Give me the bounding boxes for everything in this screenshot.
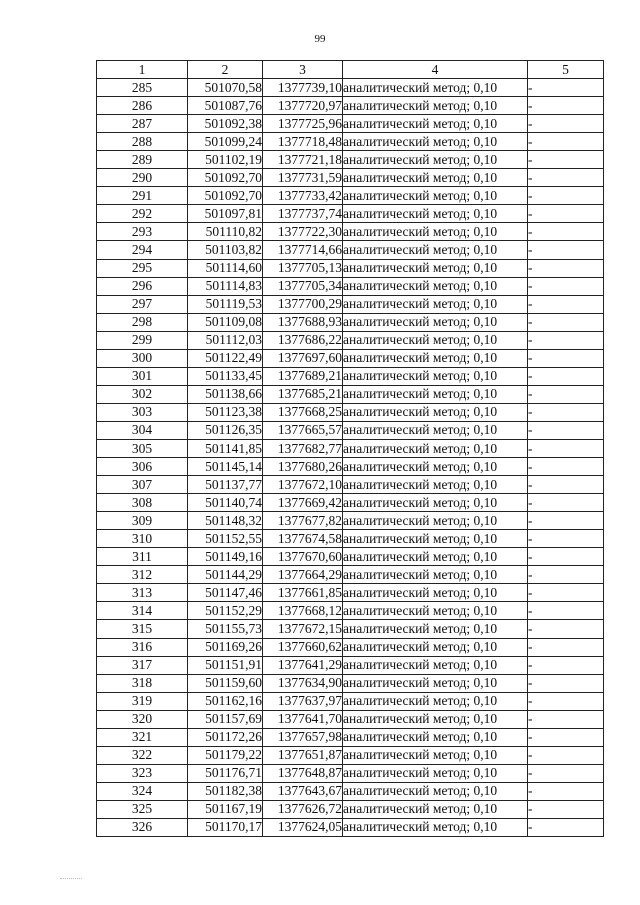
- y-coordinate-cell: 1377722,30: [263, 223, 343, 241]
- table-body: [97, 79, 604, 837]
- note-cell: -: [528, 656, 604, 674]
- table-row: [97, 656, 604, 674]
- table-row: [97, 277, 604, 295]
- note-cell: -: [528, 385, 604, 403]
- table-row: [97, 800, 604, 818]
- note-cell: -: [528, 79, 604, 97]
- y-coordinate-cell: 1377651,87: [263, 746, 343, 764]
- method-cell: аналитический метод; 0,10: [343, 97, 528, 115]
- x-coordinate-cell: 501170,17: [188, 818, 263, 836]
- note-cell: -: [528, 223, 604, 241]
- method-cell: аналитический метод; 0,10: [343, 530, 528, 548]
- method-cell: аналитический метод; 0,10: [343, 458, 528, 476]
- table-row: [97, 403, 604, 421]
- method-cell: аналитический метод; 0,10: [343, 746, 528, 764]
- method-cell: аналитический метод; 0,10: [343, 331, 528, 349]
- note-cell: -: [528, 133, 604, 151]
- method-cell: аналитический метод; 0,10: [343, 439, 528, 457]
- point-number-cell: 326: [97, 818, 188, 836]
- x-coordinate-cell: 501087,76: [188, 97, 263, 115]
- note-cell: -: [528, 476, 604, 494]
- y-coordinate-cell: 1377697,60: [263, 349, 343, 367]
- y-coordinate-cell: 1377725,96: [263, 115, 343, 133]
- method-cell: аналитический метод; 0,10: [343, 674, 528, 692]
- note-cell: -: [528, 349, 604, 367]
- x-coordinate-cell: 501103,82: [188, 241, 263, 259]
- method-cell: аналитический метод; 0,10: [343, 656, 528, 674]
- x-coordinate-cell: 501119,53: [188, 295, 263, 313]
- note-cell: -: [528, 331, 604, 349]
- method-cell: аналитический метод; 0,10: [343, 403, 528, 421]
- point-number-cell: 310: [97, 530, 188, 548]
- y-coordinate-cell: 1377648,87: [263, 764, 343, 782]
- table-row: [97, 566, 604, 584]
- note-cell: -: [528, 548, 604, 566]
- x-coordinate-cell: 501140,74: [188, 494, 263, 512]
- point-number-cell: 300: [97, 349, 188, 367]
- table-row: [97, 133, 604, 151]
- note-cell: -: [528, 313, 604, 331]
- point-number-cell: 298: [97, 313, 188, 331]
- point-number-cell: 304: [97, 421, 188, 439]
- x-coordinate-cell: 501152,29: [188, 602, 263, 620]
- table-header-row: [97, 61, 604, 79]
- y-coordinate-cell: 1377739,10: [263, 79, 343, 97]
- y-coordinate-cell: 1377657,98: [263, 728, 343, 746]
- method-cell: аналитический метод; 0,10: [343, 367, 528, 385]
- x-coordinate-cell: 501176,71: [188, 764, 263, 782]
- method-cell: аналитический метод; 0,10: [343, 115, 528, 133]
- x-coordinate-cell: 501172,26: [188, 728, 263, 746]
- note-cell: -: [528, 584, 604, 602]
- table-row: [97, 728, 604, 746]
- point-number-cell: 289: [97, 151, 188, 169]
- note-cell: -: [528, 566, 604, 584]
- point-number-cell: 317: [97, 656, 188, 674]
- table-row: [97, 313, 604, 331]
- point-number-cell: 302: [97, 385, 188, 403]
- point-number-cell: 296: [97, 277, 188, 295]
- x-coordinate-cell: 501149,16: [188, 548, 263, 566]
- table-row: [97, 97, 604, 115]
- note-cell: -: [528, 169, 604, 187]
- x-coordinate-cell: 501092,38: [188, 115, 263, 133]
- method-cell: аналитический метод; 0,10: [343, 710, 528, 728]
- method-cell: аналитический метод; 0,10: [343, 584, 528, 602]
- point-number-cell: 315: [97, 620, 188, 638]
- y-coordinate-cell: 1377674,58: [263, 530, 343, 548]
- table-row: [97, 295, 604, 313]
- table-row: [97, 187, 604, 205]
- point-number-cell: 325: [97, 800, 188, 818]
- table-row: [97, 674, 604, 692]
- note-cell: -: [528, 710, 604, 728]
- table-row: [97, 151, 604, 169]
- x-coordinate-cell: 501097,81: [188, 205, 263, 223]
- y-coordinate-cell: 1377643,67: [263, 782, 343, 800]
- table-row: [97, 602, 604, 620]
- table-row: [97, 692, 604, 710]
- note-cell: -: [528, 818, 604, 836]
- page-number: 99: [314, 33, 326, 45]
- point-number-cell: 286: [97, 97, 188, 115]
- table-row: [97, 476, 604, 494]
- point-number-cell: 293: [97, 223, 188, 241]
- method-cell: аналитический метод; 0,10: [343, 728, 528, 746]
- x-coordinate-cell: 501157,69: [188, 710, 263, 728]
- y-coordinate-cell: 1377634,90: [263, 674, 343, 692]
- x-coordinate-cell: 501110,82: [188, 223, 263, 241]
- note-cell: -: [528, 764, 604, 782]
- note-cell: -: [528, 620, 604, 638]
- note-cell: -: [528, 728, 604, 746]
- table-row: [97, 367, 604, 385]
- x-coordinate-cell: 501070,58: [188, 79, 263, 97]
- method-cell: аналитический метод; 0,10: [343, 548, 528, 566]
- y-coordinate-cell: 1377637,97: [263, 692, 343, 710]
- method-cell: аналитический метод; 0,10: [343, 277, 528, 295]
- x-coordinate-cell: 501152,55: [188, 530, 263, 548]
- x-coordinate-cell: 501092,70: [188, 187, 263, 205]
- method-cell: аналитический метод; 0,10: [343, 205, 528, 223]
- x-coordinate-cell: 501141,85: [188, 439, 263, 457]
- x-coordinate-cell: 501151,91: [188, 656, 263, 674]
- y-coordinate-cell: 1377665,57: [263, 421, 343, 439]
- method-cell: аналитический метод; 0,10: [343, 421, 528, 439]
- x-coordinate-cell: 501144,29: [188, 566, 263, 584]
- y-coordinate-cell: 1377660,62: [263, 638, 343, 656]
- header-cell-2: 2: [188, 61, 263, 79]
- point-number-cell: 303: [97, 403, 188, 421]
- note-cell: -: [528, 800, 604, 818]
- x-coordinate-cell: 501182,38: [188, 782, 263, 800]
- coordinates-table: [96, 60, 604, 837]
- x-coordinate-cell: 501126,35: [188, 421, 263, 439]
- table-row: [97, 259, 604, 277]
- x-coordinate-cell: 501099,24: [188, 133, 263, 151]
- method-cell: аналитический метод; 0,10: [343, 223, 528, 241]
- point-number-cell: 287: [97, 115, 188, 133]
- note-cell: -: [528, 205, 604, 223]
- x-coordinate-cell: 501122,49: [188, 349, 263, 367]
- note-cell: -: [528, 277, 604, 295]
- method-cell: аналитический метод; 0,10: [343, 133, 528, 151]
- y-coordinate-cell: 1377624,05: [263, 818, 343, 836]
- y-coordinate-cell: 1377669,42: [263, 494, 343, 512]
- table-header: [97, 61, 604, 79]
- method-cell: аналитический метод; 0,10: [343, 313, 528, 331]
- note-cell: -: [528, 241, 604, 259]
- scan-artifact-mark: [60, 878, 82, 879]
- x-coordinate-cell: 501179,22: [188, 746, 263, 764]
- y-coordinate-cell: 1377718,48: [263, 133, 343, 151]
- method-cell: аналитический метод; 0,10: [343, 476, 528, 494]
- method-cell: аналитический метод; 0,10: [343, 241, 528, 259]
- point-number-cell: 323: [97, 764, 188, 782]
- table-row: [97, 782, 604, 800]
- point-number-cell: 292: [97, 205, 188, 223]
- note-cell: -: [528, 151, 604, 169]
- y-coordinate-cell: 1377731,59: [263, 169, 343, 187]
- table-row: [97, 764, 604, 782]
- note-cell: -: [528, 439, 604, 457]
- point-number-cell: 309: [97, 512, 188, 530]
- table-row: [97, 79, 604, 97]
- y-coordinate-cell: 1377682,77: [263, 439, 343, 457]
- y-coordinate-cell: 1377641,29: [263, 656, 343, 674]
- table-row: [97, 620, 604, 638]
- y-coordinate-cell: 1377641,70: [263, 710, 343, 728]
- x-coordinate-cell: 501145,14: [188, 458, 263, 476]
- note-cell: -: [528, 674, 604, 692]
- method-cell: аналитический метод; 0,10: [343, 295, 528, 313]
- point-number-cell: 299: [97, 331, 188, 349]
- point-number-cell: 320: [97, 710, 188, 728]
- method-cell: аналитический метод; 0,10: [343, 692, 528, 710]
- y-coordinate-cell: 1377721,18: [263, 151, 343, 169]
- y-coordinate-cell: 1377685,21: [263, 385, 343, 403]
- y-coordinate-cell: 1377737,74: [263, 205, 343, 223]
- note-cell: -: [528, 782, 604, 800]
- y-coordinate-cell: 1377686,22: [263, 331, 343, 349]
- point-number-cell: 322: [97, 746, 188, 764]
- table-row: [97, 169, 604, 187]
- y-coordinate-cell: 1377661,85: [263, 584, 343, 602]
- y-coordinate-cell: 1377705,34: [263, 277, 343, 295]
- note-cell: -: [528, 115, 604, 133]
- method-cell: аналитический метод; 0,10: [343, 349, 528, 367]
- y-coordinate-cell: 1377733,42: [263, 187, 343, 205]
- y-coordinate-cell: 1377672,15: [263, 620, 343, 638]
- note-cell: -: [528, 367, 604, 385]
- y-coordinate-cell: 1377626,72: [263, 800, 343, 818]
- x-coordinate-cell: 501147,46: [188, 584, 263, 602]
- note-cell: -: [528, 403, 604, 421]
- point-number-cell: 307: [97, 476, 188, 494]
- point-number-cell: 288: [97, 133, 188, 151]
- table-row: [97, 385, 604, 403]
- table-row: [97, 746, 604, 764]
- point-number-cell: 324: [97, 782, 188, 800]
- note-cell: -: [528, 97, 604, 115]
- table-row: [97, 205, 604, 223]
- table-row: [97, 548, 604, 566]
- y-coordinate-cell: 1377680,26: [263, 458, 343, 476]
- x-coordinate-cell: 501169,26: [188, 638, 263, 656]
- x-coordinate-cell: 501102,19: [188, 151, 263, 169]
- point-number-cell: 308: [97, 494, 188, 512]
- method-cell: аналитический метод; 0,10: [343, 259, 528, 277]
- note-cell: -: [528, 187, 604, 205]
- point-number-cell: 321: [97, 728, 188, 746]
- table-row: [97, 530, 604, 548]
- point-number-cell: 314: [97, 602, 188, 620]
- method-cell: аналитический метод; 0,10: [343, 638, 528, 656]
- point-number-cell: 294: [97, 241, 188, 259]
- point-number-cell: 318: [97, 674, 188, 692]
- method-cell: аналитический метод; 0,10: [343, 782, 528, 800]
- point-number-cell: 306: [97, 458, 188, 476]
- x-coordinate-cell: 501148,32: [188, 512, 263, 530]
- method-cell: аналитический метод; 0,10: [343, 187, 528, 205]
- note-cell: -: [528, 295, 604, 313]
- method-cell: аналитический метод; 0,10: [343, 512, 528, 530]
- point-number-cell: 316: [97, 638, 188, 656]
- method-cell: аналитический метод; 0,10: [343, 764, 528, 782]
- note-cell: -: [528, 530, 604, 548]
- table-row: [97, 494, 604, 512]
- method-cell: аналитический метод; 0,10: [343, 169, 528, 187]
- method-cell: аналитический метод; 0,10: [343, 818, 528, 836]
- method-cell: аналитический метод; 0,10: [343, 79, 528, 97]
- x-coordinate-cell: 501162,16: [188, 692, 263, 710]
- header-cell-3: 3: [263, 61, 343, 79]
- point-number-cell: 297: [97, 295, 188, 313]
- point-number-cell: 312: [97, 566, 188, 584]
- point-number-cell: 291: [97, 187, 188, 205]
- header-cell-1: 1: [97, 61, 188, 79]
- y-coordinate-cell: 1377672,10: [263, 476, 343, 494]
- y-coordinate-cell: 1377668,12: [263, 602, 343, 620]
- y-coordinate-cell: 1377700,29: [263, 295, 343, 313]
- y-coordinate-cell: 1377664,29: [263, 566, 343, 584]
- table-row: [97, 115, 604, 133]
- note-cell: -: [528, 421, 604, 439]
- point-number-cell: 319: [97, 692, 188, 710]
- x-coordinate-cell: 501138,66: [188, 385, 263, 403]
- table-row: [97, 241, 604, 259]
- point-number-cell: 313: [97, 584, 188, 602]
- x-coordinate-cell: 501123,38: [188, 403, 263, 421]
- table-row: [97, 818, 604, 836]
- table-row: [97, 331, 604, 349]
- point-number-cell: 305: [97, 439, 188, 457]
- table-row: [97, 638, 604, 656]
- x-coordinate-cell: 501137,77: [188, 476, 263, 494]
- x-coordinate-cell: 501112,03: [188, 331, 263, 349]
- x-coordinate-cell: 501092,70: [188, 169, 263, 187]
- x-coordinate-cell: 501133,45: [188, 367, 263, 385]
- note-cell: -: [528, 259, 604, 277]
- note-cell: -: [528, 494, 604, 512]
- y-coordinate-cell: 1377689,21: [263, 367, 343, 385]
- table-row: [97, 458, 604, 476]
- point-number-cell: 290: [97, 169, 188, 187]
- note-cell: -: [528, 746, 604, 764]
- y-coordinate-cell: 1377705,13: [263, 259, 343, 277]
- method-cell: аналитический метод; 0,10: [343, 494, 528, 512]
- note-cell: -: [528, 638, 604, 656]
- table-row: [97, 584, 604, 602]
- y-coordinate-cell: 1377670,60: [263, 548, 343, 566]
- header-cell-5: 5: [528, 61, 604, 79]
- y-coordinate-cell: 1377677,82: [263, 512, 343, 530]
- table-row: [97, 512, 604, 530]
- point-number-cell: 285: [97, 79, 188, 97]
- header-cell-4: 4: [343, 61, 528, 79]
- y-coordinate-cell: 1377714,66: [263, 241, 343, 259]
- x-coordinate-cell: 501159,60: [188, 674, 263, 692]
- point-number-cell: 311: [97, 548, 188, 566]
- table-row: [97, 223, 604, 241]
- point-number-cell: 295: [97, 259, 188, 277]
- method-cell: аналитический метод; 0,10: [343, 151, 528, 169]
- table-row: [97, 439, 604, 457]
- note-cell: -: [528, 458, 604, 476]
- table-row: [97, 710, 604, 728]
- x-coordinate-cell: 501114,60: [188, 259, 263, 277]
- note-cell: -: [528, 512, 604, 530]
- method-cell: аналитический метод; 0,10: [343, 800, 528, 818]
- y-coordinate-cell: 1377720,97: [263, 97, 343, 115]
- point-number-cell: 301: [97, 367, 188, 385]
- method-cell: аналитический метод; 0,10: [343, 620, 528, 638]
- method-cell: аналитический метод; 0,10: [343, 385, 528, 403]
- table-row: [97, 349, 604, 367]
- note-cell: -: [528, 692, 604, 710]
- x-coordinate-cell: 501114,83: [188, 277, 263, 295]
- table-row: [97, 421, 604, 439]
- method-cell: аналитический метод; 0,10: [343, 566, 528, 584]
- method-cell: аналитический метод; 0,10: [343, 602, 528, 620]
- x-coordinate-cell: 501109,08: [188, 313, 263, 331]
- y-coordinate-cell: 1377668,25: [263, 403, 343, 421]
- note-cell: -: [528, 602, 604, 620]
- x-coordinate-cell: 501155,73: [188, 620, 263, 638]
- x-coordinate-cell: 501167,19: [188, 800, 263, 818]
- y-coordinate-cell: 1377688,93: [263, 313, 343, 331]
